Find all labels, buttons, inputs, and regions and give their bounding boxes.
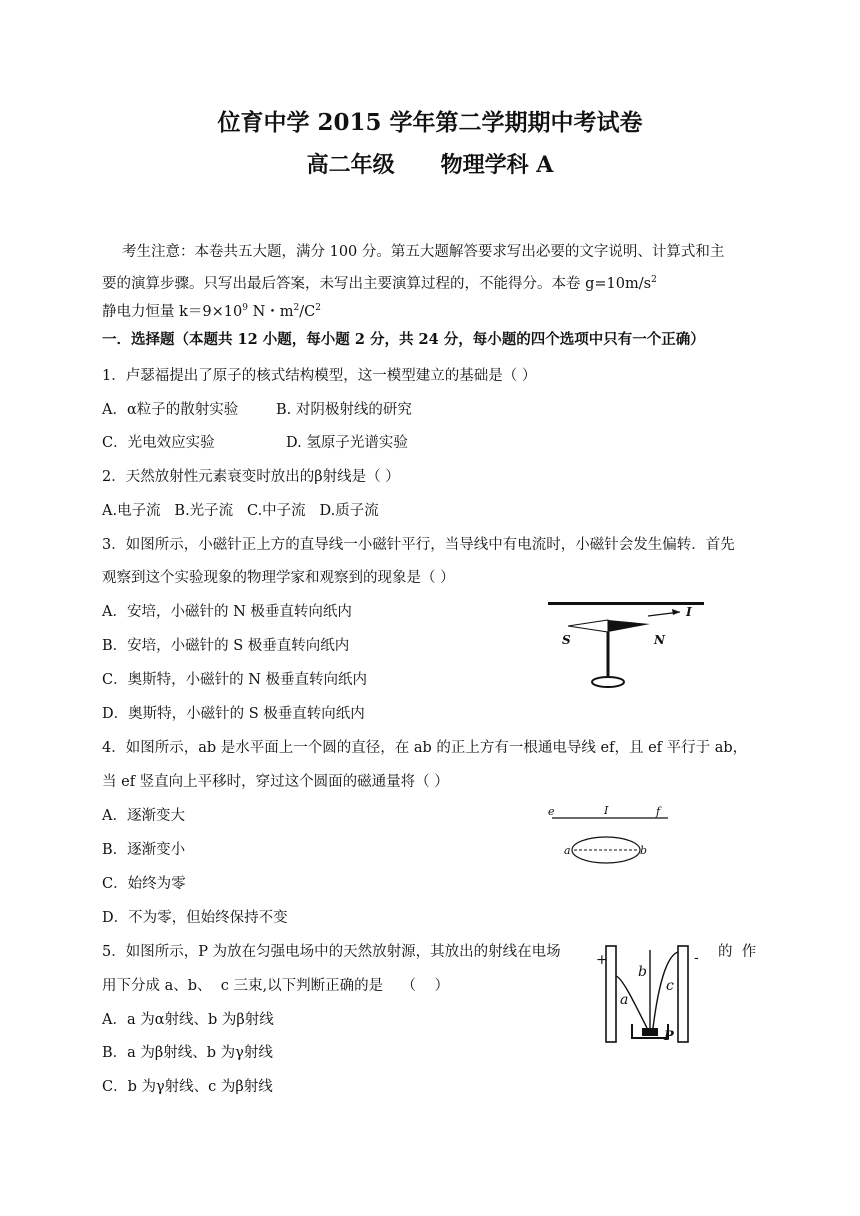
question-1-option-b: B. 对阴极射线的研究 — [276, 402, 412, 418]
question-1-stem: 1．卢瑟福提出了原子的核式结构模型，这一模型建立的基础是（ ） — [102, 368, 537, 384]
question-4-option-c: C．始终为零 — [102, 876, 186, 892]
question-3-option-a: A．安培，小磁针的 N 极垂直转向纸内 — [102, 604, 352, 620]
exam-subtitle: 高二年级 物理学科 A — [306, 152, 554, 178]
label-f: f — [656, 805, 661, 818]
notice-line-3: 静电力恒量 $k=9\times 10^9$ N・$m^2/C^2$ — [102, 303, 321, 320]
minus-label: - — [694, 950, 699, 966]
notice-line-1: 考生注意：本卷共五大题，满分 100 分。第五大题解答要求写出必要的文字说明、计算式和主 — [122, 244, 725, 260]
stand-base — [592, 677, 624, 687]
pole-n-label: N — [654, 633, 665, 647]
question-3-option-b: B．安培，小磁针的 S 极垂直转向纸内 — [102, 638, 350, 654]
question-5-stem-1-tail: 的 作 — [718, 944, 757, 960]
question-4-option-b: B．逐渐变小 — [102, 842, 186, 858]
question-4-stem-2: 当 ef 竖直向上平移时，穿过这个圆面的磁通量将（ ） — [102, 774, 449, 790]
question-4-option-a: A．逐渐变大 — [102, 808, 185, 824]
needle-n-half — [608, 620, 650, 632]
label-b: b — [640, 844, 648, 857]
question-4-option-d: D．不为零，但始终保持不变 — [102, 910, 288, 926]
question-5-stem-1: 5．如图所示，P 为放在匀强电场中的天然放射源，其放出的射线在电场 — [102, 944, 561, 960]
needle-s-half — [568, 620, 608, 632]
question-1-option-a: A．α粒子的散射实验 — [102, 402, 239, 418]
radioactive-source — [642, 1028, 658, 1036]
compass-wire-figure — [540, 596, 710, 696]
question-3-stem-2: 观察到这个实验现象的物理学家和观察到的现象是（ ） — [102, 570, 455, 586]
question-5-option-b: B．a 为β射线、b 为γ射线 — [102, 1045, 273, 1061]
question-4-stem-1: 4．如图所示，ab 是水平面上一个圆的直径，在 ab 的正上方有一根通电导线 ef，且 ef 平行于 ab， — [102, 740, 748, 756]
section-heading: 一．选择题（本题共 12 小题，每小题 2 分，共 24 分，每小题的四个选项中只有一个正确） — [102, 331, 705, 348]
source-p-label: P — [664, 1029, 674, 1044]
label-e: e — [548, 805, 555, 818]
question-3-option-c: C．奥斯特，小磁针的 N 极垂直转向纸内 — [102, 672, 367, 688]
plus-label: + — [596, 952, 608, 968]
ray-c-label: c — [666, 978, 674, 994]
negative-plate — [678, 946, 688, 1042]
label-a: a — [564, 844, 571, 857]
flux-circle-figure — [544, 802, 674, 872]
question-3-stem-1: 3．如图所示，小磁针正上方的直导线一小磁针平行，当导线中有电流时，小磁针会发生偏转．首先 — [102, 537, 735, 553]
question-3-option-d: D．奥斯特，小磁针的 S 极垂直转向纸内 — [102, 706, 365, 722]
question-1-option-d: D. 氢原子光谱实验 — [286, 435, 408, 451]
exam-title: 位育中学 2015 学年第二学期期中考试卷 — [217, 109, 643, 136]
ray-b-label: b — [638, 964, 647, 980]
straight-wire — [548, 602, 704, 605]
question-2-stem: 2．天然放射性元素衰变时放出的β射线是（ ） — [102, 469, 400, 485]
notice-line-2: 要的演算步骤。只写出最后答案，未写出主要演算过程的，不能得分。本卷 $g=10m/s^2$ — [102, 275, 657, 292]
question-5-stem-2: 用下分成 a、b、 c 三束,以下判断正确的是 （ ） — [102, 978, 449, 994]
current-arrowhead — [672, 609, 680, 615]
pole-s-label: S — [562, 633, 571, 647]
question-5-option-a: A．a 为α射线、b 为β射线 — [102, 1012, 274, 1028]
question-1-option-c: C．光电效应实验 — [102, 435, 215, 451]
ray-a-label: a — [620, 992, 629, 1008]
question-5-option-c: C．b 为γ射线、c 为β射线 — [102, 1079, 273, 1095]
radiation-field-figure — [592, 938, 710, 1048]
current-label: I — [686, 605, 692, 619]
question-2-options: A.电子流 B.光子流 C.中子流 D.质子流 — [102, 503, 379, 519]
label-current: I — [604, 804, 609, 817]
